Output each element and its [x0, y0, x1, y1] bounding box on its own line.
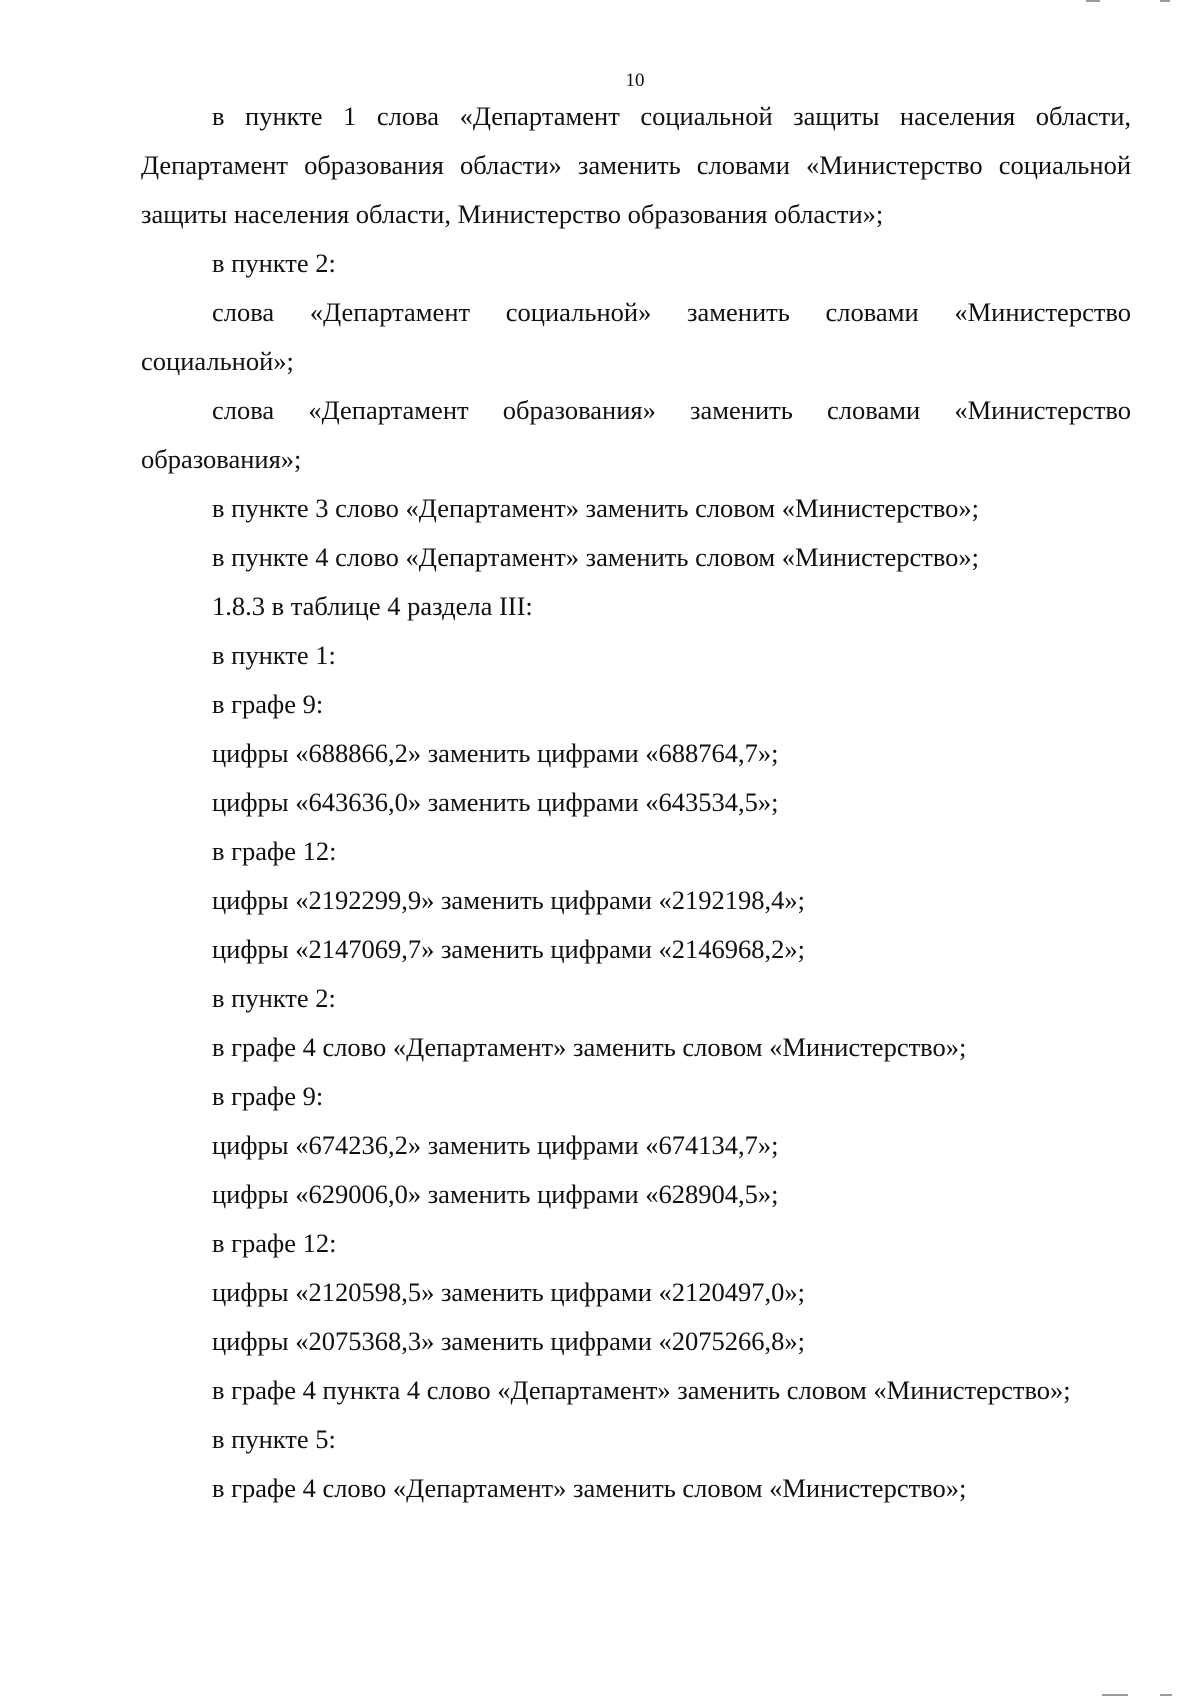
paragraph: в графе 4 слово «Департамент» заменить словом «Министерство»;	[212, 1032, 967, 1062]
paragraph: в пункте 4 слово «Департамент» заменить словом «Министерство»;	[212, 542, 980, 572]
paragraph: 1.8.3 в таблице 4 раздела III:	[212, 591, 533, 621]
paragraph: в графе 12:	[212, 1228, 337, 1258]
paragraph: цифры «629006,0» заменить цифрами «628904,5»;	[212, 1179, 779, 1209]
paragraph: цифры «688866,2» заменить цифрами «688764,7»;	[212, 738, 779, 768]
paragraph: цифры «643636,0» заменить цифрами «643534,5»;	[212, 787, 779, 817]
paragraph: в графе 9:	[212, 689, 324, 719]
paragraph: слова «Департамент социальной» заменить словами «Министерство социальной»;	[141, 297, 1131, 376]
paragraph: в графе 12:	[212, 836, 337, 866]
paragraph: в пункте 2:	[212, 983, 336, 1013]
paragraph: слова «Департамент образования» заменить словами «Министерство образования»;	[141, 395, 1131, 474]
paragraph: в пункте 5:	[212, 1424, 336, 1454]
paragraph: цифры «2075368,3» заменить цифрами «2075266,8»;	[212, 1326, 805, 1356]
paragraph: цифры «2147069,7» заменить цифрами «2146968,2»;	[212, 934, 805, 964]
page-number: 10	[625, 70, 645, 91]
document-body	[141, 92, 1131, 1513]
paragraph: цифры «2120598,5» заменить цифрами «2120497,0»;	[212, 1277, 805, 1307]
scan-mark	[1160, 0, 1170, 2]
scan-mark	[1102, 1694, 1128, 1696]
paragraph: в пункте 1 слова «Департамент социальной защиты населения области, Департамент образования области» заменить словами «Министерство социальной защиты населения области, Министерство образования области»;	[141, 101, 1131, 229]
scan-mark	[1086, 0, 1100, 2]
paragraph: цифры «674236,2» заменить цифрами «674134,7»;	[212, 1130, 779, 1160]
paragraph: в пункте 3 слово «Департамент» заменить словом «Министерство»;	[212, 493, 980, 523]
scan-mark	[1160, 1694, 1172, 1696]
paragraph: в пункте 2:	[212, 248, 336, 278]
paragraph: цифры «2192299,9» заменить цифрами «2192198,4»;	[212, 885, 805, 915]
paragraph: в графе 4 слово «Департамент» заменить словом «Министерство»;	[212, 1473, 967, 1503]
paragraph: в пункте 1:	[212, 640, 336, 670]
paragraph: в графе 9:	[212, 1081, 324, 1111]
paragraph: в графе 4 пункта 4 слово «Департамент» заменить словом «Министерство»;	[212, 1375, 1071, 1405]
